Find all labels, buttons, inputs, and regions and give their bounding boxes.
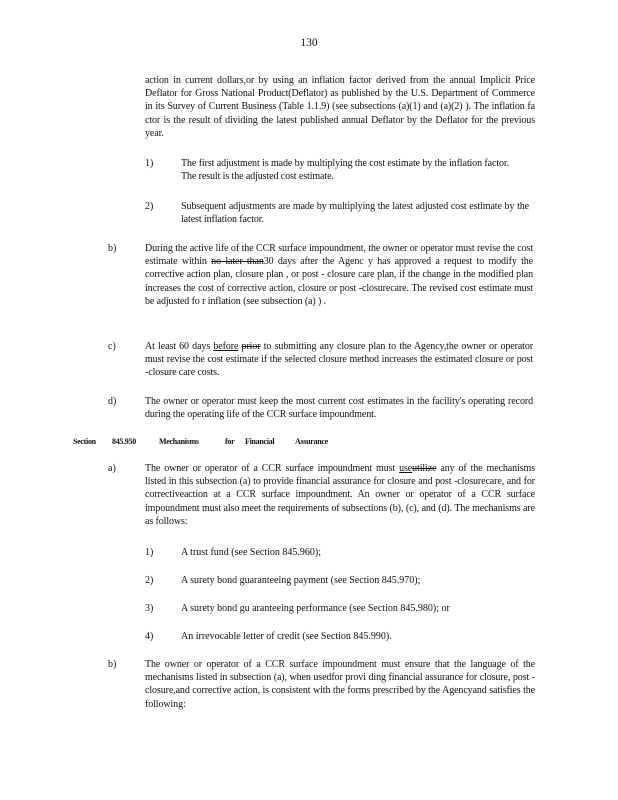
sec-a-item-4-text: An irrevocable letter of credit (see Section 845.990). — [181, 631, 392, 642]
sec-a-item-2-text: A surety bond guaranteeing payment (see Section 845.970); — [181, 575, 421, 586]
para-d-label: d) — [108, 396, 117, 407]
para-c-text — [145, 340, 533, 380]
para-c-underlined: before — [213, 341, 239, 352]
section-title-3: Financial — [245, 437, 275, 446]
sec-a-text-1: The owner or operator of a CCR surface impoundment must — [145, 463, 400, 474]
sec-a-text — [145, 462, 535, 528]
sec-b-label: b) — [108, 659, 117, 670]
sec-a-item-2-label: 2) — [145, 575, 154, 586]
sec-a-item-1-label: 1) — [145, 547, 154, 558]
para-c-struck: prior — [241, 341, 261, 352]
page-number: 130 — [300, 37, 318, 49]
intro-item-2-label: 2) — [145, 201, 154, 212]
para-c-text-3: to submitting any closure plan to the Agency,the owner or operator must revise the cost estimate if the selected closure method increases the estimated closure or post -closure care costs. — [145, 341, 533, 379]
sec-a-label: a) — [108, 463, 116, 474]
sec-a-item-3-text: A surety bond gu aranteeing performance (see Section 845.980); or — [181, 603, 450, 614]
sec-a-underlined: use — [399, 463, 413, 474]
sec-a-item-4-label: 4) — [145, 631, 154, 642]
sec-a-struck: utilize — [412, 463, 437, 474]
para-b-label: b) — [108, 243, 117, 254]
para-b-struck: no later than — [211, 256, 264, 268]
para-d-text: The owner or operator must keep the most current cost estimates in the facility's operating record during the operating life of the CCR surface impoundment. — [145, 396, 533, 421]
para-b-text — [145, 242, 533, 308]
para-c-text-1: At least 60 days — [145, 341, 214, 352]
sec-a-item-1-text: A trust fund (see Section 845.960); — [181, 547, 321, 558]
sec-b-text: The owner or operator of a CCR surface impoundment must ensure that the language of the mechanisms listed in subsection (a), when usedfor provi ding financial assurance for closure, post -closure,and corrective action, is consistent with the forms prescribed by the Agencyand satisfies the following: — [145, 659, 535, 710]
intro-item-2-text: Subsequent adjustments are made by multiplying the latest adjusted cost estimate by the latest inflation factor. — [181, 201, 529, 226]
sec-a-item-3-label: 3) — [145, 603, 154, 614]
intro-paragraph: action in current dollars,or by using an inflation factor derived from the annual Implicit Price Deflator for Gross National Product(Deflator) as published by the U.S. Department of Commerce in its Survey of Current Business (Table 1.1.9) (see subsections (a)(1) and (a)(2) ). The inflation fa ctor is the result of dividing the latest published annual Deflator by the Deflator for the previous year. — [145, 75, 535, 139]
section-title-1: Mechanisms — [159, 437, 199, 446]
intro-item-1-text: The first adjustment is made by multiplying the cost estimate by the inflation factor. The result is the adjusted cost estimate. — [181, 158, 509, 183]
section-word: Section — [73, 437, 96, 446]
section-title-2: for — [225, 437, 235, 446]
section-title-4: Assurance — [295, 437, 328, 446]
sec-a-text-2: any of the mechanisms listed in this subsection (a) to provide financial assurance for closure and post -closurecare, and for correctiveaction at a CCR surface impoundment. An owner or operator of a CCR surface impoundment must also meet the requirements of subsections (b), (c), and (d). The mechanisms are as follows: — [145, 463, 535, 527]
intro-item-1-label: 1) — [145, 158, 154, 169]
para-b-text-1: During the active life of the CCR surface impoundment, the owner or operator must revise the cost estimate within — [145, 243, 533, 268]
para-c-label: c) — [108, 341, 116, 352]
section-number: 845.950 — [112, 437, 136, 446]
para-b-text-2: 30 days after the Agenc y has approved a request to modify the corrective action plan, closure plan , or post - closure care plan, if the change in the modified plan increases the cost of corrective action, closure or post -closurecare. The revised cost estimate must be adjusted fo r inflation (see subsection (a) ) . — [145, 256, 534, 307]
